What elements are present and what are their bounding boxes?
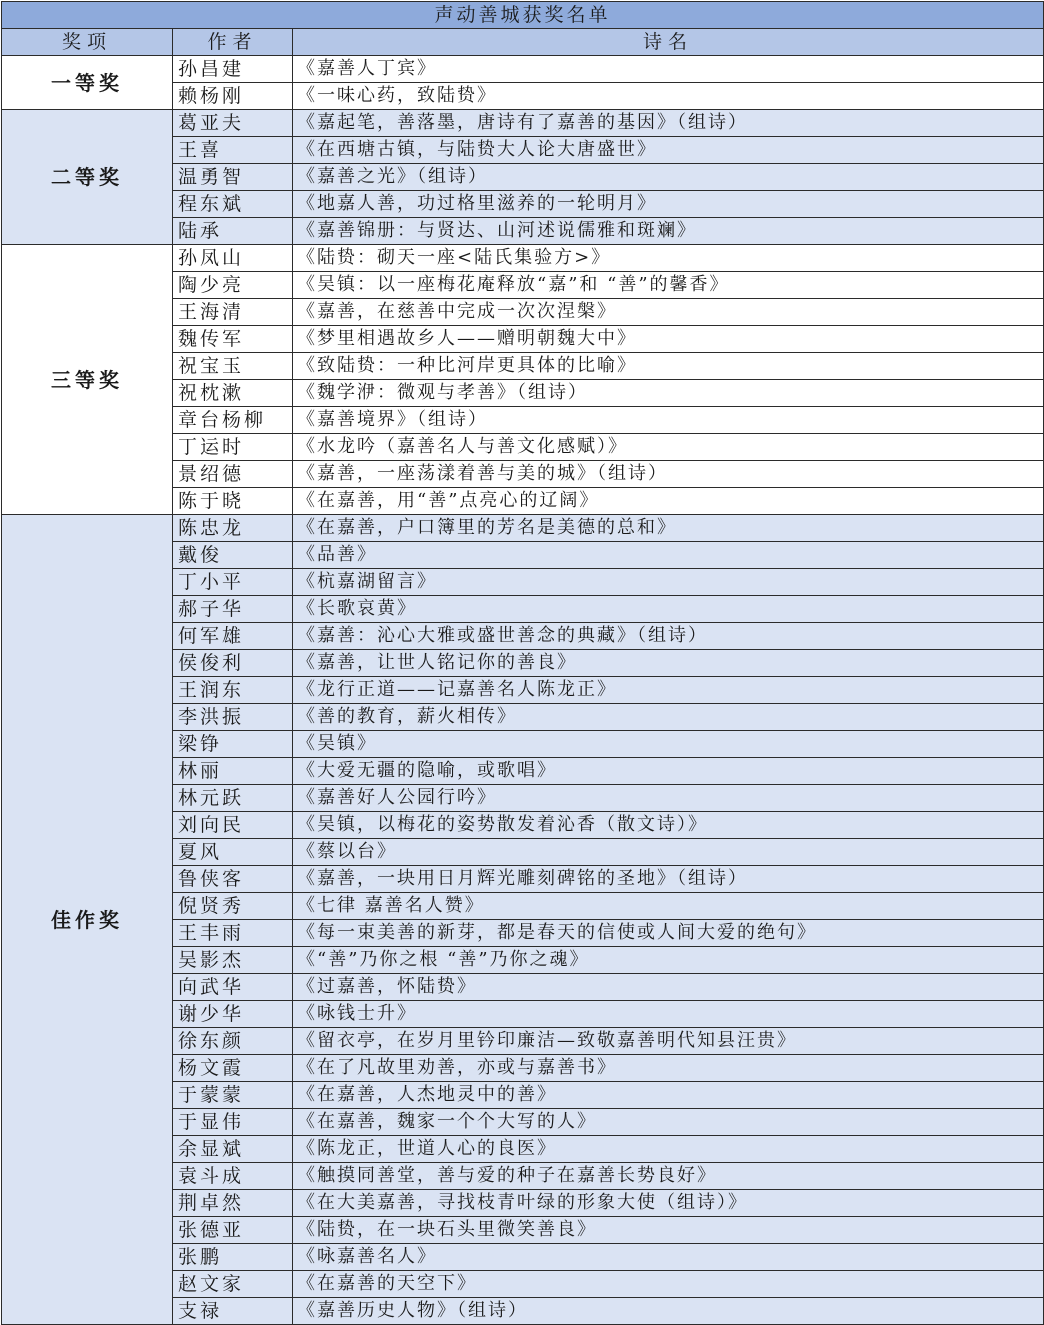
award-level: 一等奖 — [2, 56, 173, 110]
author-name: 丁运时 — [173, 434, 293, 461]
poem-title: 《嘉善，一块用日月辉光雕刻碑铭的圣地》（组诗） — [293, 866, 1044, 893]
author-name: 丁小平 — [173, 569, 293, 596]
author-name: 陶少亮 — [173, 272, 293, 299]
poem-title: 《地嘉人善，功过格里滋养的一轮明月》 — [293, 191, 1044, 218]
poem-title: 《水龙吟（嘉善名人与善文化感赋）》 — [293, 434, 1044, 461]
poem-title: 《在嘉善，魏家一个个大写的人》 — [293, 1109, 1044, 1136]
poem-title: 《致陆贽：一种比河岸更具体的比喻》 — [293, 353, 1044, 380]
poem-title: 《陈龙正，世道人心的良医》 — [293, 1136, 1044, 1163]
poem-title: 《过嘉善，怀陆贽》 — [293, 974, 1044, 1001]
poem-title: 《嘉善好人公园行吟》 — [293, 785, 1044, 812]
award-table — [1, 1, 1044, 1325]
poem-title: 《七律 嘉善名人赞》 — [293, 893, 1044, 920]
author-name: 孙昌建 — [173, 56, 293, 83]
author-name: 梁铮 — [173, 731, 293, 758]
header-row — [2, 29, 1044, 56]
author-name: 杨文霞 — [173, 1055, 293, 1082]
award-body — [2, 56, 1044, 1325]
author-name: 赵文家 — [173, 1271, 293, 1298]
table-row — [2, 56, 1044, 83]
author-name: 戴俊 — [173, 542, 293, 569]
poem-title: 《陆贽：砌天一座<陆氏集验方>》 — [293, 245, 1044, 272]
author-name: 林丽 — [173, 758, 293, 785]
poem-title: 《在西塘古镇，与陆贽大人论大唐盛世》 — [293, 137, 1044, 164]
poem-title: 《嘉善，让世人铭记你的善良》 — [293, 650, 1044, 677]
table-row — [2, 515, 1044, 542]
author-name: 侯俊利 — [173, 650, 293, 677]
author-name: 鲁侠客 — [173, 866, 293, 893]
table-title: 声动善城获奖名单 — [2, 2, 1044, 29]
poem-title: 《嘉善：沁心大雅或盛世善念的典藏》（组诗） — [293, 623, 1044, 650]
author-name: 孙凤山 — [173, 245, 293, 272]
author-name: 程东斌 — [173, 191, 293, 218]
poem-title: 《一味心药，致陆贽》 — [293, 83, 1044, 110]
poem-title: 《梦里相遇故乡人——赠明朝魏大中》 — [293, 326, 1044, 353]
author-name: 余显斌 — [173, 1136, 293, 1163]
poem-title: 《嘉善境界》（组诗） — [293, 407, 1044, 434]
author-name: 夏风 — [173, 839, 293, 866]
header-author: 作者 — [173, 29, 293, 56]
poem-title: 《咏嘉善名人》 — [293, 1244, 1044, 1271]
author-name: 陈忠龙 — [173, 515, 293, 542]
poem-title: 《在嘉善，人杰地灵中的善》 — [293, 1082, 1044, 1109]
author-name: 王海清 — [173, 299, 293, 326]
author-name: 陆承 — [173, 218, 293, 245]
poem-title: 《善的教育，薪火相传》 — [293, 704, 1044, 731]
poem-title: 《嘉起笔，善落墨，唐诗有了嘉善的基因》（组诗） — [293, 110, 1044, 137]
author-name: 谢少华 — [173, 1001, 293, 1028]
poem-title: 《在嘉善的天空下》 — [293, 1271, 1044, 1298]
author-name: 祝枕漱 — [173, 380, 293, 407]
poem-title: 《在大美嘉善，寻找枝青叶绿的形象大使（组诗）》 — [293, 1190, 1044, 1217]
poem-title: 《在嘉善，户口簿里的芳名是美德的总和》 — [293, 515, 1044, 542]
poem-title: 《嘉善，在慈善中完成一次次涅槃》 — [293, 299, 1044, 326]
header-poem: 诗名 — [293, 29, 1044, 56]
poem-title: 《吴镇：以一座梅花庵释放“嘉”和 “善”的馨香》 — [293, 272, 1044, 299]
poem-title: 《嘉善人丁宾》 — [293, 56, 1044, 83]
table-row — [2, 245, 1044, 272]
poem-title: 《品善》 — [293, 542, 1044, 569]
poem-title: 《触摸同善堂，善与爱的种子在嘉善长势良好》 — [293, 1163, 1044, 1190]
author-name: 魏传军 — [173, 326, 293, 353]
poem-title: 《龙行正道——记嘉善名人陈龙正》 — [293, 677, 1044, 704]
poem-title: 《杭嘉湖留言》 — [293, 569, 1044, 596]
author-name: 郝子华 — [173, 596, 293, 623]
author-name: 赖杨刚 — [173, 83, 293, 110]
poem-title: 《陆贽，在一块石头里微笑善良》 — [293, 1217, 1044, 1244]
poem-title: 《吴镇，以梅花的姿势散发着沁香（散文诗）》 — [293, 812, 1044, 839]
poem-title: 《嘉善，一座荡漾着善与美的城》（组诗） — [293, 461, 1044, 488]
author-name: 王丰雨 — [173, 920, 293, 947]
poem-title: 《嘉善之光》（组诗） — [293, 164, 1044, 191]
author-name: 于显伟 — [173, 1109, 293, 1136]
author-name: 吴影杰 — [173, 947, 293, 974]
author-name: 荆卓然 — [173, 1190, 293, 1217]
author-name: 王润东 — [173, 677, 293, 704]
author-name: 支禄 — [173, 1298, 293, 1325]
author-name: 祝宝玉 — [173, 353, 293, 380]
author-name: 刘向民 — [173, 812, 293, 839]
poem-title: 《嘉善锦册：与贤达、山河述说儒雅和斑斓》 — [293, 218, 1044, 245]
poem-title: 《大爱无疆的隐喻，或歌唱》 — [293, 758, 1044, 785]
author-name: 袁斗成 — [173, 1163, 293, 1190]
award-level: 佳作奖 — [2, 515, 173, 1325]
author-name: 向武华 — [173, 974, 293, 1001]
author-name: 张鹏 — [173, 1244, 293, 1271]
author-name: 李洪振 — [173, 704, 293, 731]
author-name: 于蒙蒙 — [173, 1082, 293, 1109]
table-row — [2, 110, 1044, 137]
award-level: 二等奖 — [2, 110, 173, 245]
poem-title: 《留衣亭，在岁月里钤印廉洁—致敬嘉善明代知县汪贵》 — [293, 1028, 1044, 1055]
poem-title: 《长歌哀黄》 — [293, 596, 1044, 623]
author-name: 徐东颜 — [173, 1028, 293, 1055]
poem-title: 《在了凡故里劝善，亦或与嘉善书》 — [293, 1055, 1044, 1082]
header-award: 奖项 — [2, 29, 173, 56]
author-name: 章台杨柳 — [173, 407, 293, 434]
poem-title: 《蔡以台》 — [293, 839, 1044, 866]
author-name: 王喜 — [173, 137, 293, 164]
poem-title: 《“善”乃你之根 “善”乃你之魂》 — [293, 947, 1044, 974]
author-name: 陈于晓 — [173, 488, 293, 515]
author-name: 温勇智 — [173, 164, 293, 191]
award-level: 三等奖 — [2, 245, 173, 515]
author-name: 林元跃 — [173, 785, 293, 812]
author-name: 何军雄 — [173, 623, 293, 650]
poem-title: 《咏钱士升》 — [293, 1001, 1044, 1028]
poem-title: 《嘉善历史人物》（组诗） — [293, 1298, 1044, 1325]
author-name: 倪贤秀 — [173, 893, 293, 920]
poem-title: 《每一束美善的新芽，都是春天的信使或人间大爱的绝句》 — [293, 920, 1044, 947]
author-name: 张德亚 — [173, 1217, 293, 1244]
title-row — [2, 2, 1044, 29]
poem-title: 《魏学洢：微观与孝善》（组诗） — [293, 380, 1044, 407]
author-name: 葛亚夫 — [173, 110, 293, 137]
author-name: 景绍德 — [173, 461, 293, 488]
poem-title: 《吴镇》 — [293, 731, 1044, 758]
poem-title: 《在嘉善，用“善”点亮心的辽阔》 — [293, 488, 1044, 515]
